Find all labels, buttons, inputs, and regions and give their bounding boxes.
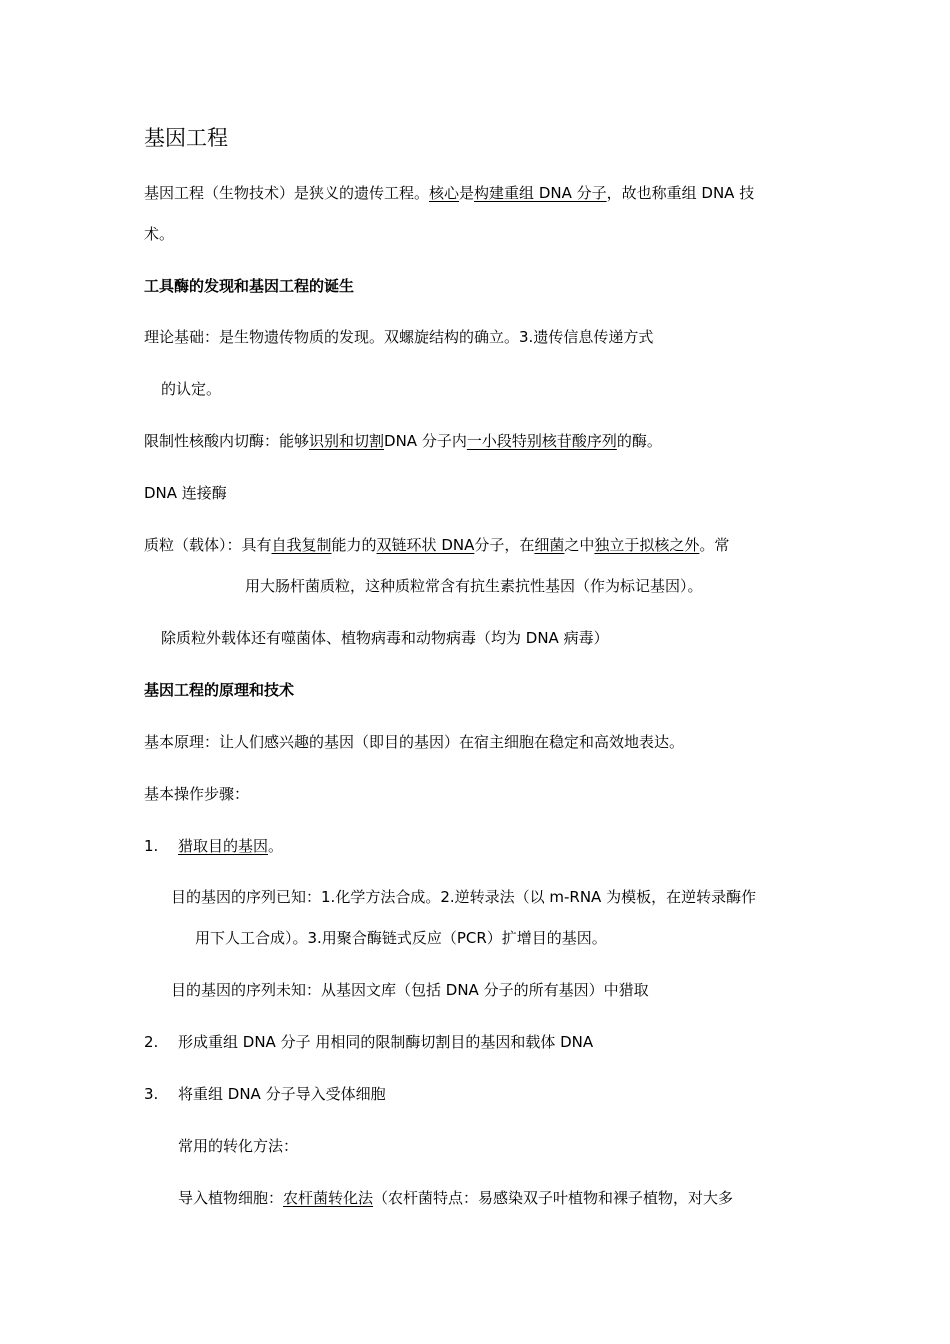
basic-steps-label: 基本操作步骤： [144, 785, 250, 803]
restriction-text: DNA 分子内 [384, 432, 467, 450]
step-1-underlined: 猎取目的基因 [178, 837, 269, 855]
intro-recombinant-underlined: 构建重组 DNA 分子 [474, 184, 607, 202]
intro-text: 是 [459, 184, 475, 202]
basic-principle-line: 基本原理：让人们感兴趣的基因（即目的基因）在宿主细胞在稳定和高效地表达。 [144, 733, 685, 751]
plant-cell-text: 导入植物细胞： [178, 1189, 284, 1207]
step-number: 1. [144, 837, 159, 855]
step-3-text: 将重组 DNA 分子导入受体细胞 [178, 1085, 386, 1103]
agrobacterium-underlined: 农杆菌转化法 [283, 1189, 374, 1207]
intro-text: ，故也称重组 DNA 技 [606, 184, 755, 202]
plasmid-text: 能力的 [331, 536, 377, 554]
section-heading-tool-enzymes: 工具酶的发现和基因工程的诞生 [144, 277, 355, 295]
restriction-enzyme-paragraph [144, 431, 662, 451]
plasmid-paragraph [144, 535, 729, 555]
restriction-text: 限制性核酸内切酶：能够 [144, 432, 310, 450]
plant-cell-method-line [178, 1188, 733, 1208]
plasmid-underlined: 细菌 [534, 536, 565, 554]
plasmid-text: 。常 [699, 536, 730, 554]
plasmid-text: 分子，在 [474, 536, 535, 554]
intro-continuation: 术。 [144, 225, 175, 243]
restriction-underlined: 识别和切割 [309, 432, 385, 450]
step-1-tail: 。 [268, 837, 284, 855]
plasmid-continuation: 用大肠杆菌质粒，这种质粒常含有抗生素抗性基因（作为标记基因）。 [245, 577, 703, 595]
theory-basis-continuation: 的认定。 [161, 380, 222, 398]
page-title: 基因工程 [144, 126, 228, 150]
theory-basis-line: 理论基础：是生物遗传物质的发现。双螺旋结构的确立。3.遗传信息传递方式 [144, 328, 654, 346]
restriction-text: 的酶。 [616, 432, 662, 450]
plasmid-text: 之中 [564, 536, 595, 554]
known-sequence-continuation: 用下人工合成）。3.用聚合酶链式反应（PCR）扩增目的基因。 [195, 929, 607, 947]
step-number: 3. [144, 1085, 159, 1103]
known-sequence-line: 目的基因的序列已知：1.化学方法合成。2.逆转录法（以 m-RNA 为模板，在逆转录酶作 [171, 888, 757, 906]
plasmid-underlined: 双链环状 DNA [376, 536, 475, 554]
plasmid-text: 质粒（载体）：具有 [144, 536, 272, 554]
step-1 [144, 836, 283, 856]
step-number: 2. [144, 1033, 159, 1051]
ligase-line: DNA 连接酶 [144, 484, 227, 502]
transformation-methods-label: 常用的转化方法： [178, 1137, 299, 1155]
restriction-underlined: 一小段特别核苷酸序列 [466, 432, 617, 450]
other-vectors-line: 除质粒外载体还有噬菌体、植物病毒和动物病毒（均为 DNA 病毒） [161, 629, 609, 647]
unknown-sequence-line: 目的基因的序列未知：从基因文库（包括 DNA 分子的所有基因）中猎取 [171, 981, 649, 999]
plant-cell-text: （农杆菌特点：易感染双子叶植物和裸子植物，对大多 [373, 1189, 734, 1207]
intro-paragraph [144, 183, 754, 203]
step-2 [144, 1032, 593, 1052]
intro-text: 基因工程（生物技术）是狭义的遗传工程。 [144, 184, 430, 202]
section-heading-principles: 基因工程的原理和技术 [144, 681, 295, 699]
plasmid-underlined: 独立于拟核之外 [594, 536, 700, 554]
step-2-text: 形成重组 DNA 分子 用相同的限制酶切割目的基因和载体 DNA [178, 1033, 594, 1051]
step-3 [144, 1084, 386, 1104]
plasmid-underlined: 自我复制 [271, 536, 332, 554]
intro-core-underlined: 核心 [429, 184, 460, 202]
